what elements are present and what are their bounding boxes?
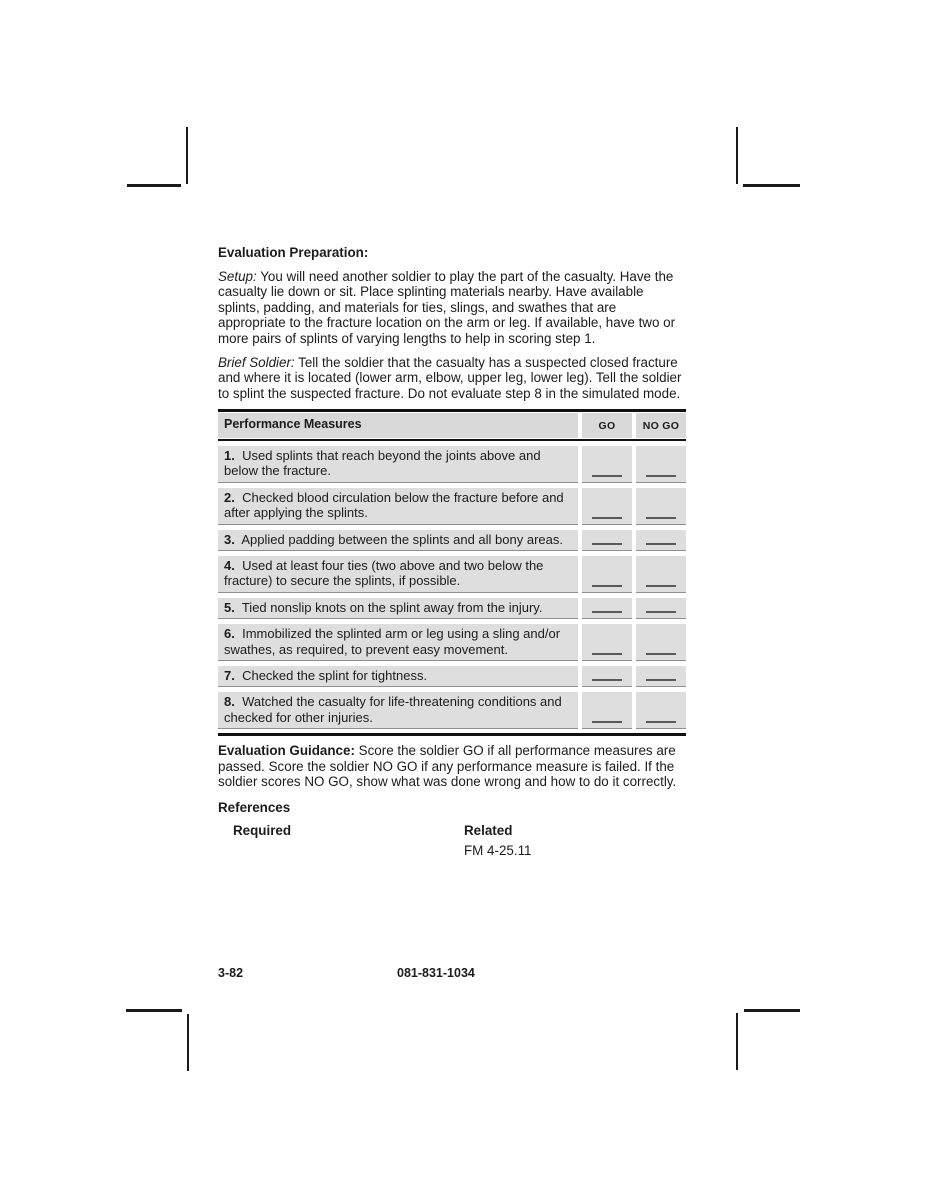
go-blank-line <box>592 543 622 545</box>
measure-number: 7. <box>224 668 235 683</box>
crop-mark-vertical-bar <box>736 127 738 184</box>
no-go-cell <box>636 488 686 525</box>
page-number: 3-82 <box>218 966 244 980</box>
table-body <box>218 446 686 729</box>
setup-label: Setup: <box>218 268 257 284</box>
crop-mark-horizontal-bar <box>127 184 181 187</box>
no-go-cell <box>636 624 686 661</box>
go-blank-line <box>592 475 622 477</box>
references-heading: References <box>218 800 291 815</box>
header-performance-measures: Performance Measures <box>218 413 578 438</box>
measure-cell <box>218 488 578 525</box>
performance-measures-table <box>218 409 686 736</box>
measure-cell <box>218 598 578 619</box>
go-cell <box>582 624 632 661</box>
no-go-cell <box>636 692 686 729</box>
measure-cell <box>218 666 578 687</box>
table-row <box>218 624 686 661</box>
go-blank-line <box>592 585 622 587</box>
measure-cell <box>218 530 578 551</box>
references-columns <box>218 823 686 843</box>
table-row <box>218 666 686 687</box>
measure-number: 8. <box>224 694 235 710</box>
no-go-cell <box>636 598 686 619</box>
no-go-blank-line <box>646 679 676 681</box>
measure-cell <box>218 692 578 729</box>
content-column <box>218 245 686 861</box>
no-go-blank-line <box>646 653 676 655</box>
go-blank-line <box>592 721 622 723</box>
header-divider <box>218 439 686 441</box>
brief-soldier-paragraph <box>218 355 686 402</box>
table-row <box>218 598 686 619</box>
go-cell <box>582 556 632 593</box>
crop-mark-vertical-bar <box>186 127 188 184</box>
brief-soldier-text: Tell the soldier that the casualty has a suspected closed fracture and where it is located (lower arm, elbow, upper leg, lower leg). Tell the soldier to splint the suspected fracture. Do not evaluate step 8 in the simulated mode. <box>218 354 682 401</box>
no-go-cell <box>636 556 686 593</box>
measure-cell <box>218 446 578 483</box>
evaluation-guidance-paragraph <box>218 743 686 790</box>
setup-text: You will need another soldier to play the part of the casualty. Have the casualty lie down or sit. Place splinting materials nearby. Have available splints, padding, and materials for ties, slings, and swathes that are appropriate to the fracture location on the arm or leg. If available, have two or more pairs of splints of varying lengths to help in scoring step 1. <box>218 268 676 346</box>
crop-mark-vertical-bar <box>187 1014 189 1071</box>
brief-soldier-label: Brief Soldier: <box>218 354 295 370</box>
measure-number: 3. <box>224 531 235 547</box>
go-cell <box>582 598 632 619</box>
related-column-heading: Related <box>464 822 513 838</box>
measure-text: Checked the splint for tightness. <box>242 668 428 683</box>
crop-mark-horizontal-bar <box>743 184 800 187</box>
table-row <box>218 446 686 483</box>
crop-mark-vertical-bar <box>736 1013 738 1070</box>
go-blank-line <box>592 653 622 655</box>
evaluation-guidance-text: Score the soldier GO if all performance measures are passed. Score the soldier NO GO if any performance measure is failed. If the soldier scores NO GO, show what was done wrong and how to do it correctly. <box>218 743 677 790</box>
crop-mark-horizontal-bar <box>744 1009 800 1012</box>
measure-text: Immobilized the splinted arm or leg using a sling and/or swathes, as required, to prevent easy movement. <box>224 626 561 657</box>
setup-paragraph <box>218 269 686 347</box>
no-go-blank-line <box>646 721 676 723</box>
table-row <box>218 488 686 525</box>
no-go-blank-line <box>646 543 676 545</box>
go-blank-line <box>592 611 622 613</box>
measure-text: Applied padding between the splints and all bony areas. <box>241 531 563 547</box>
measure-text: Tied nonslip knots on the splint away from the injury. <box>241 599 543 615</box>
no-go-cell <box>636 446 686 483</box>
measure-cell <box>218 624 578 661</box>
no-go-blank-line <box>646 517 676 519</box>
measure-text: Checked blood circulation below the fracture before and after applying the splints. <box>224 489 564 521</box>
measure-number: 1. <box>224 447 235 463</box>
measure-text: Watched the casualty for life-threatening conditions and checked for other injuries. <box>224 694 562 725</box>
go-cell <box>582 488 632 525</box>
measure-number: 2. <box>224 489 235 505</box>
no-go-blank-line <box>646 611 676 613</box>
crop-mark-horizontal-bar <box>126 1009 182 1012</box>
header-no-go: NO GO <box>636 413 686 438</box>
no-go-cell <box>636 530 686 551</box>
go-blank-line <box>592 517 622 519</box>
no-go-blank-line <box>646 585 676 587</box>
go-cell <box>582 446 632 483</box>
measure-number: 6. <box>224 626 235 642</box>
required-column-heading: Required <box>233 822 292 838</box>
go-cell <box>582 530 632 551</box>
related-reference-item <box>218 843 686 861</box>
task-number: 081-831-1034 <box>397 966 475 980</box>
measure-number: 5. <box>224 599 235 615</box>
table-row <box>218 530 686 551</box>
table-row <box>218 692 686 729</box>
measure-number: 4. <box>224 557 235 573</box>
header-go: GO <box>582 413 632 438</box>
measure-text: Used splints that reach beyond the joints above and below the fracture. <box>224 447 541 479</box>
evaluation-preparation-heading: Evaluation Preparation: <box>218 245 369 260</box>
evaluation-guidance-label: Evaluation Guidance: <box>218 743 355 759</box>
related-reference-text: FM 4-25.11 <box>464 842 532 858</box>
table-row <box>218 556 686 593</box>
go-cell <box>582 666 632 687</box>
no-go-cell <box>636 666 686 687</box>
no-go-blank-line <box>646 475 676 477</box>
measure-cell <box>218 556 578 593</box>
go-blank-line <box>592 679 622 681</box>
go-cell <box>582 692 632 729</box>
table-header-row <box>218 413 686 438</box>
measure-text: Used at least four ties (two above and two below the fracture) to secure the splints, if possible. <box>224 557 544 589</box>
